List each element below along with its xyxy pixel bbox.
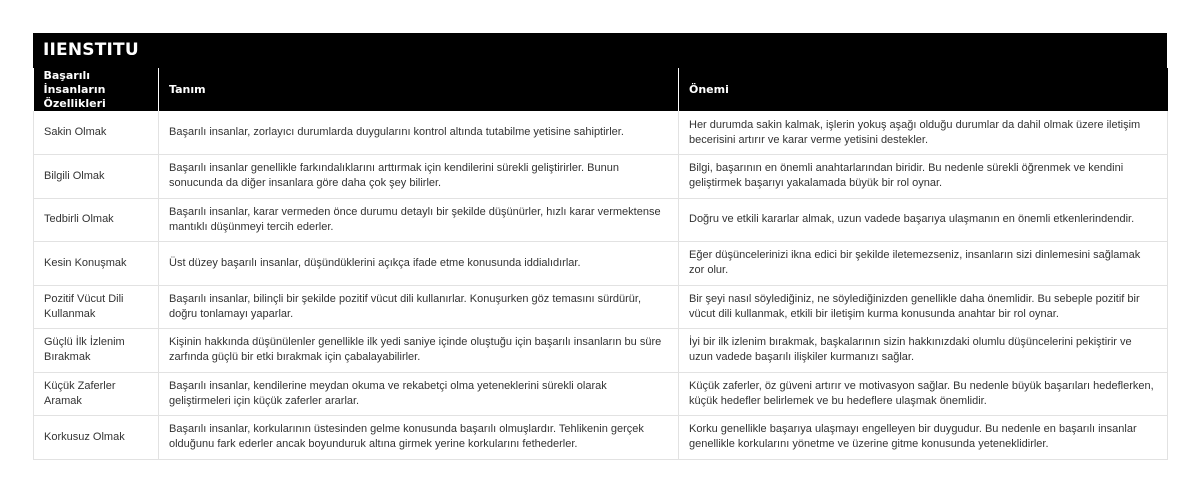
header-traits: Başarılı İnsanların Özellikleri — [34, 68, 159, 111]
importance-cell: Küçük zaferler, öz güveni artırır ve motivasyon sağlar. Bu nedenle büyük başarıları hedeflerken, küçük hedefler belirlemek ve bu hedeflere ulaşmak önemlidir. — [679, 372, 1168, 416]
trait-cell: Sakin Olmak — [34, 111, 159, 155]
trait-cell: Bilgili Olmak — [34, 155, 159, 199]
header-definition: Tanım — [159, 68, 679, 111]
definition-cell: Kişinin hakkında düşünülenler genellikle ilk yedi saniye içinde oluştuğu için başarılı insanların bu süre zarfında güçlü bir etki bırakmak için çabalayabilirler. — [159, 329, 679, 373]
trait-cell: Pozitif Vücut Dili Kullanmak — [34, 285, 159, 329]
table-row — [34, 329, 1168, 373]
importance-cell: Her durumda sakin kalmak, işlerin yokuş aşağı olduğu durumlar da dahil olmak üzere iletişim becerisini artırır ve karar verme yetisini destekler. — [679, 111, 1168, 155]
importance-cell: Bilgi, başarının en önemli anahtarlarından biridir. Bu nedenle sürekli öğrenmek ve kendini geliştirmek başarıyı yakalamada büyük bir rol oynar. — [679, 155, 1168, 199]
table-row — [34, 155, 1168, 199]
trait-cell: Kesin Konuşmak — [34, 242, 159, 286]
brand-title: IIENSTITU — [33, 33, 1167, 68]
importance-cell: Korku genellikle başarıya ulaşmayı engelleyen bir duygudur. Bu nedenle en başarılı insanlar genellikle korkularını yönetme ve üzerine gitme konusunda yeteneklidirler. — [679, 416, 1168, 460]
definition-cell: Başarılı insanlar, korkularının üstesinden gelme konusunda başarılı olmuşlardır. Tehlikenin gerçek olduğunu fark ederler ancak boyunduruk altına girmek yerine korkularını fethederler. — [159, 416, 679, 460]
importance-cell: Eğer düşüncelerinizi ikna edici bir şekilde iletemezseniz, insanların sizi dinlemesini sağlamak zor olur. — [679, 242, 1168, 286]
importance-cell: Bir şeyi nasıl söylediğiniz, ne söylediğinizden genellikle daha önemlidir. Bu sebeple pozitif bir vücut dili kullanmak, etkili bir iletişim kurma konusunda anahtar bir rol oynar. — [679, 285, 1168, 329]
definition-cell: Başarılı insanlar, kendilerine meydan okuma ve rekabetçi olma yeteneklerini sürekli olarak geliştirmeleri için küçük zaferler ararlar. — [159, 372, 679, 416]
content-wrapper — [33, 33, 1167, 460]
definition-cell: Başarılı insanlar, karar vermeden önce durumu detaylı bir şekilde düşünürler, hızlı karar vermektense mantıklı düşünmeyi tercih ederler. — [159, 198, 679, 242]
table-row — [34, 242, 1168, 286]
definition-cell: Başarılı insanlar, bilinçli bir şekilde pozitif vücut dili kullanırlar. Konuşurken göz temasını sürdürür, doğru tonlamayı yaparlar. — [159, 285, 679, 329]
table-row — [34, 198, 1168, 242]
definition-cell: Üst düzey başarılı insanlar, düşündüklerini açıkça ifade etme konusunda iddialıdırlar. — [159, 242, 679, 286]
trait-cell: Küçük Zaferler Aramak — [34, 372, 159, 416]
importance-cell: Doğru ve etkili kararlar almak, uzun vadede başarıya ulaşmanın en önemli etkenlerindendir. — [679, 198, 1168, 242]
definition-cell: Başarılı insanlar, zorlayıcı durumlarda duygularını kontrol altında tutabilme yetisine sahiptirler. — [159, 111, 679, 155]
definition-cell: Başarılı insanlar genellikle farkındalıklarını arttırmak için kendilerini sürekli geliştirirler. Bunun sonucunda da diğer insanlara göre daha çok şey bilirler. — [159, 155, 679, 199]
table-row — [34, 372, 1168, 416]
table-row — [34, 285, 1168, 329]
table-row — [34, 111, 1168, 155]
trait-cell: Korkusuz Olmak — [34, 416, 159, 460]
table-row — [34, 416, 1168, 460]
trait-cell: Tedbirli Olmak — [34, 198, 159, 242]
header-importance: Önemi — [679, 68, 1168, 111]
importance-cell: İyi bir ilk izlenim bırakmak, başkalarının sizin hakkınızdaki olumlu düşüncelerini pekiştirir ve uzun vadede başarılı ilişkiler kurmanızı sağlar. — [679, 329, 1168, 373]
trait-cell: Güçlü İlk İzlenim Bırakmak — [34, 329, 159, 373]
table-header-row — [34, 68, 1168, 111]
traits-table — [33, 68, 1168, 460]
